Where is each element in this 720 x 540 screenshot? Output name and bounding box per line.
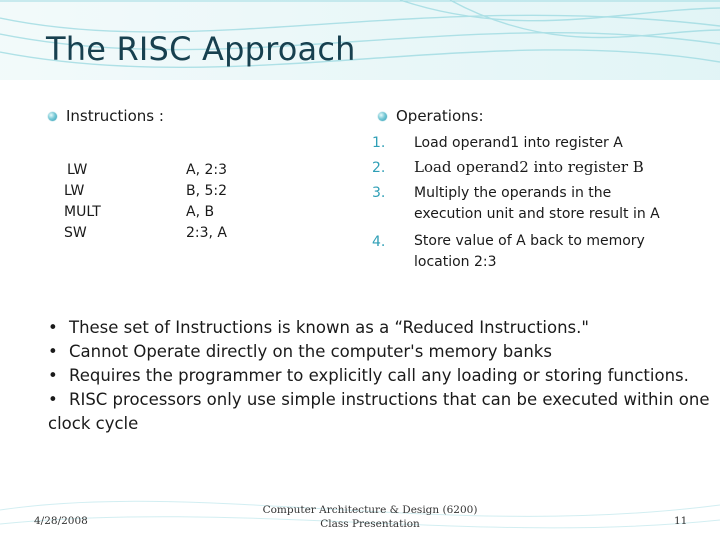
operand: A, 2:3 <box>186 162 228 178</box>
operation-line: Multiply the operands in the <box>414 185 612 201</box>
instruction-operands <box>186 160 227 244</box>
footer-course <box>210 503 530 531</box>
opcode: LW <box>64 183 85 199</box>
summary-list <box>48 316 708 436</box>
opcode: MULT <box>64 204 101 220</box>
bullet-marker: • <box>48 366 58 385</box>
opcode: SW <box>64 225 87 241</box>
operations-label: Operations: <box>396 107 484 125</box>
bullet-icon <box>48 112 57 121</box>
footer-course-title: Computer Architecture & Design (6200) <box>262 504 478 516</box>
summary-item-continuation: clock cycle <box>48 414 139 433</box>
operation-text <box>414 231 645 273</box>
footer-date: 4/28/2008 <box>34 515 88 527</box>
operation-line: execution unit and store result in A <box>414 206 660 222</box>
bullet-icon <box>378 112 387 121</box>
operand: B, 5:2 <box>186 183 228 199</box>
summary-item: • Requires the programmer to explicitly call any loading or storing functions. <box>48 366 689 385</box>
summary-item: • These set of Instructions is known as a “Reduced Instructions." <box>48 318 589 337</box>
operation-line: location 2:3 <box>414 254 497 270</box>
bullet-marker: • <box>48 318 58 337</box>
operand: 2:3, A <box>186 225 228 241</box>
instructions-label: Instructions : <box>66 107 164 125</box>
operation-text: Load operand1 into register A <box>414 135 623 151</box>
bullet-marker: • <box>48 390 58 409</box>
instruction-opcodes <box>64 160 101 244</box>
summary-item: • Cannot Operate directly on the computer's memory banks <box>48 342 552 361</box>
operation-number: 2. <box>372 160 386 176</box>
operand: A, B <box>186 204 215 220</box>
operation-number: 3. <box>372 185 386 201</box>
operation-text: Load operand2 into register B <box>414 158 644 176</box>
operation-number: 1. <box>372 135 386 151</box>
slide-number: 11 <box>674 515 688 527</box>
footer-course-subtitle: Class Presentation <box>320 518 420 530</box>
opcode: LW <box>67 162 88 178</box>
slide-title: The RISC Approach <box>46 30 356 68</box>
operation-line: Store value of A back to memory <box>414 233 645 249</box>
operation-text <box>414 183 660 225</box>
operation-number: 4. <box>372 234 386 250</box>
bullet-marker: • <box>48 342 58 361</box>
summary-item: • RISC processors only use simple instructions that can be executed within one <box>48 390 710 409</box>
